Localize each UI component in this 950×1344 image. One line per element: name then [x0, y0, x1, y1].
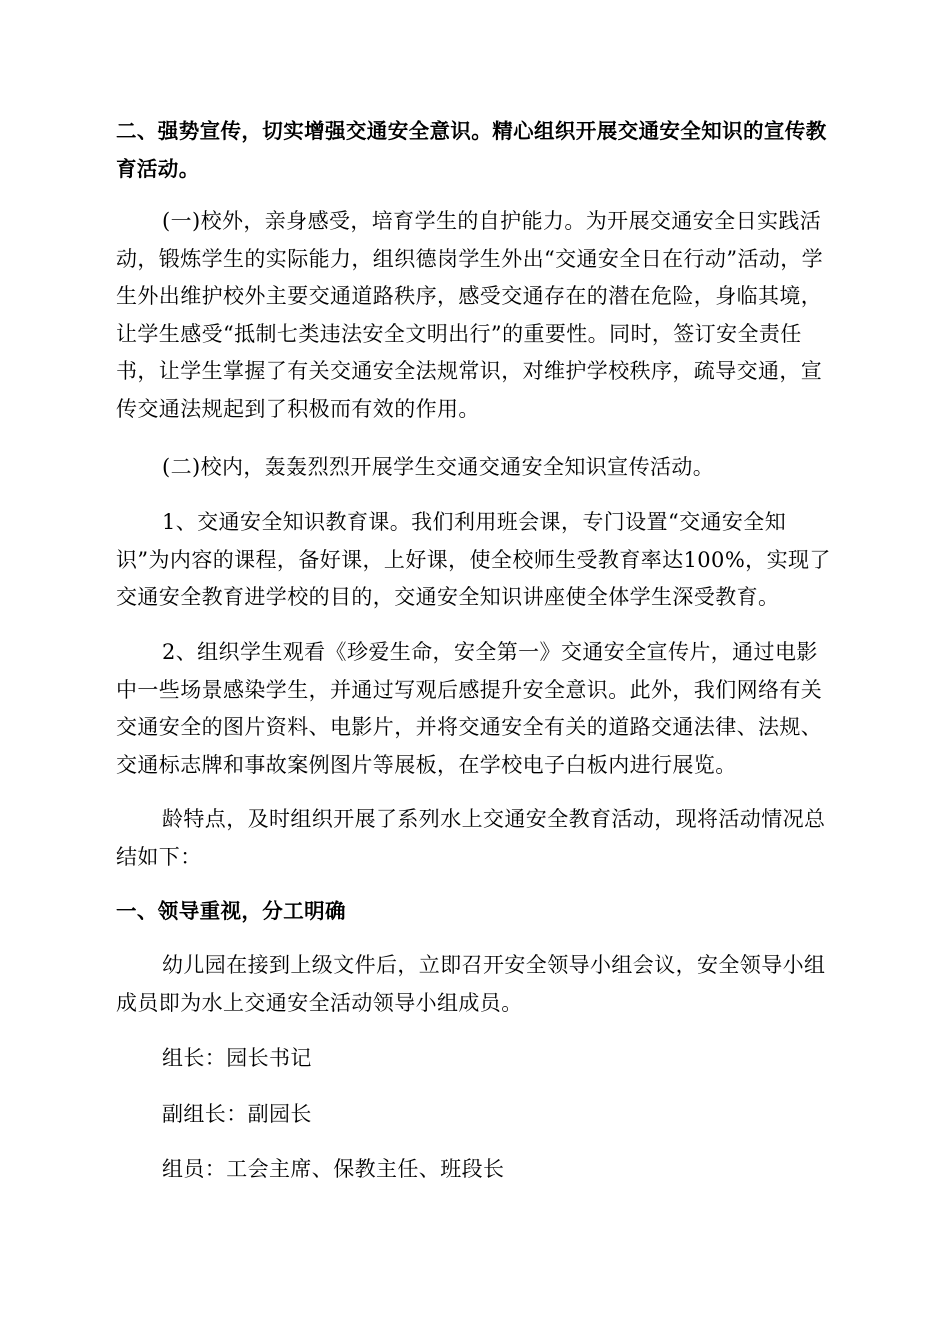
paragraph-inside-activities: (二)校内，轰轰烈烈开展学生交通交通安全知识宣传活动。: [162, 455, 715, 479]
members-line: 组员：工会主席、保教主任、班段长: [162, 1157, 505, 1181]
section-heading-1: 一、领导重视，分工明确: [116, 899, 346, 923]
paragraph-item-2: 2、组织学生观看《珍爱生命，安全第一》交通安全宣传片，通过电影中一些场景感染学生，并通过写观后感提升安全意识。此外，我们网络有关交通安全的图片资料、电影片，并将交通安全有关的道路交通法律、法规、交通标志牌和事故案例图片等展板，在学校电子白板内进行展览。: [116, 640, 823, 777]
paragraph-kindergarten: 幼儿园在接到上级文件后，立即召开安全领导小组会议，安全领导小组成员即为水上交通安全活动领导小组成员。: [116, 953, 826, 1015]
paragraph-item-1: 1、交通安全知识教育课。我们利用班会课，专门设置“交通安全知识”为内容的课程，备好课，上好课，使全校师生受教育率达100%，实现了交通安全教育进学校的目的，交通安全知识讲座使全体学生深受教育。: [116, 510, 831, 609]
section-heading-2: 二、强势宣传，切实增强交通安全意识。精心组织开展交通安全知识的宣传教育活动。: [116, 119, 827, 181]
paragraph-age-summary: 龄特点，及时组织开展了系列水上交通安全教育活动，现将活动情况总结如下：: [116, 807, 826, 869]
leader-line: 组长：园长书记: [162, 1046, 312, 1070]
vice-leader-line: 副组长：副园长: [162, 1102, 312, 1126]
paragraph-outside-activities: (一)校外，亲身感受，培育学生的自护能力。为开展交通安全日实践活动，锻炼学生的实际能力，组织德岗学生外出“交通安全日在行动”活动，学生外出维护校外主要交通道路秩序，感受交通存在的潜在危险，身临其境，让学生感受“抵制七类违法安全文明出行”的重要性。同时，签订安全责任书，让学生掌握了有关交通安全法规常识，对维护学校秩序，疏导交通，宣传交通法规起到了积极而有效的作用。: [116, 209, 824, 421]
